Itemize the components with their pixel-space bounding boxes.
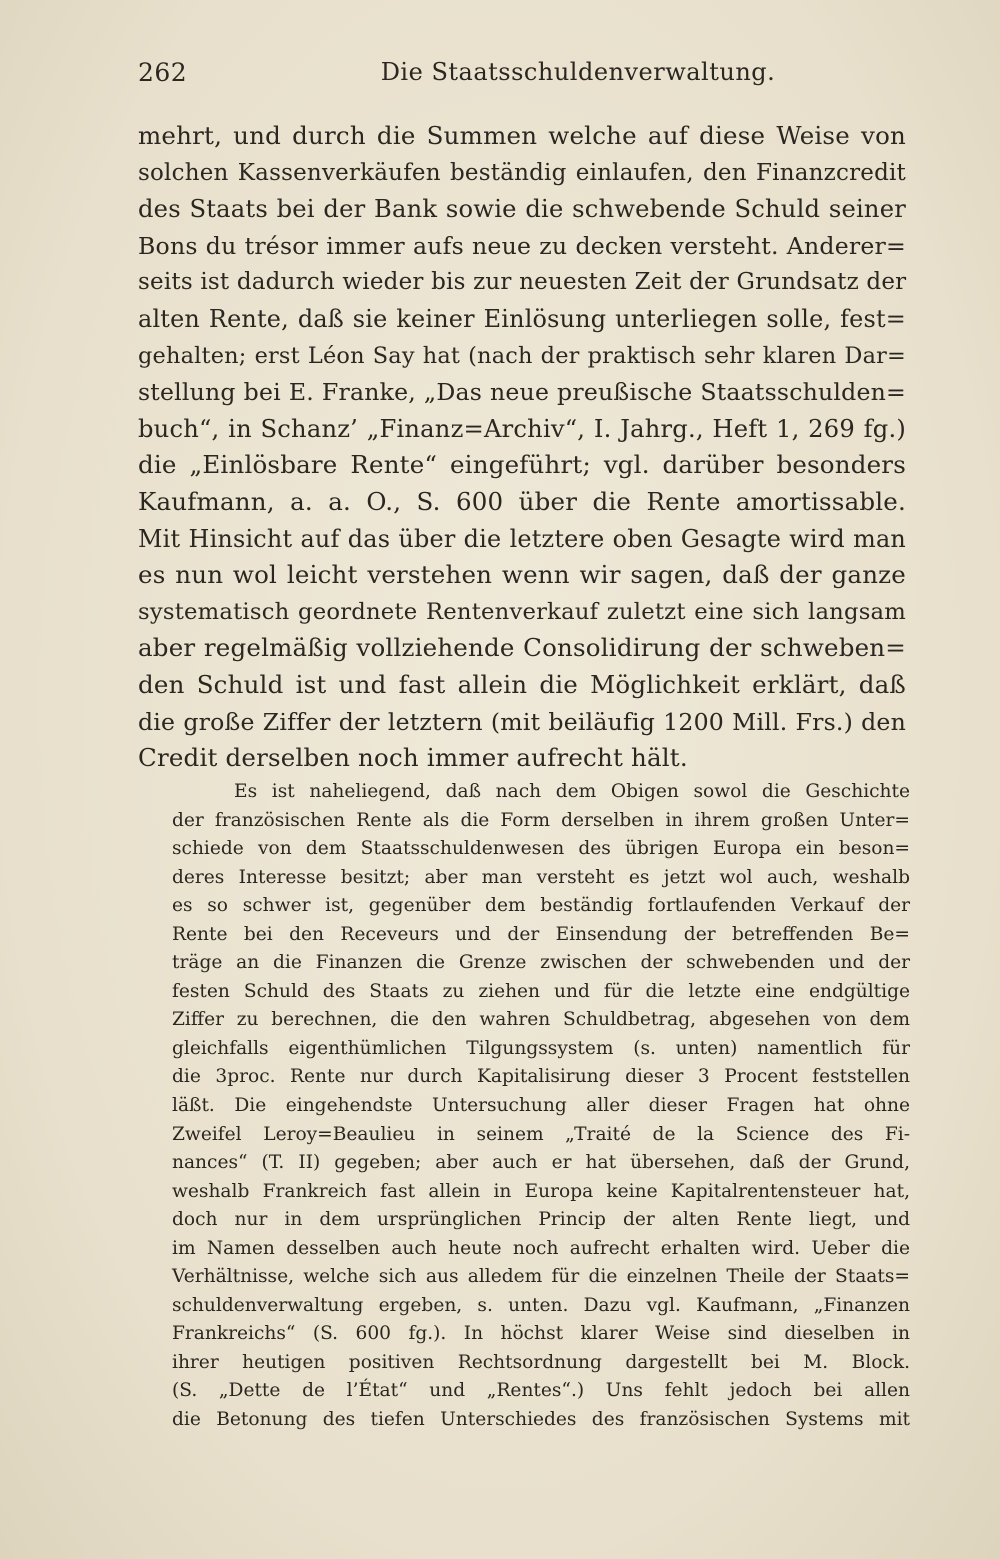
note-line: Frankreichs“ (S. 600 fg.). In höchst klarer Weise sind dieselben in [172,1323,910,1345]
note-line: (S. „Dette de l’État“ und „Rentes“.) Uns fehlt jedoch bei allen [172,1380,910,1402]
note-line: festen Schuld des Staats zu ziehen und für die letzte eine endgültige [172,980,910,1002]
text-line: seits ist dadurch wieder bis zur neuesten Zeit der Grundsatz der [138,269,907,296]
note-line: weshalb Frankreich fast allein in Europa keine Kapitalrentensteuer hat, [172,1180,910,1202]
note-line: schuldenverwaltung ergeben, s. unten. Dazu vgl. Kaufmann, „Finanzen [172,1294,910,1316]
text-line: die „Einlösbare Rente“ eingeführt; vgl. darüber besonders [138,450,906,480]
note-line: Rente bei den Receveurs und der Einsendung der betreffenden Be= [172,923,910,945]
text-line: aber regelmäßig vollziehende Consolidirung der schweben= [138,633,906,663]
text-line: die große Ziffer der letztern (mit beiläufig 1200 Mill. Frs.) den [138,707,906,736]
text-line: alten Rente, daß sie keiner Einlösung unterliegen solle, fest= [138,304,906,333]
text-line: systematisch geordnete Rentenverkauf zuletzt eine sich langsam [138,598,906,625]
note-line: Verhältnisse, welche sich aus alledem für die einzelnen Theile der Staats= [172,1266,910,1288]
note-line: Ziffer zu berechnen, die den wahren Schuldbetrag, abgesehen von dem [172,1009,910,1031]
text-line: den Schuld ist und fast allein die Möglichkeit erklärt, daß [138,669,906,699]
note-line: Es ist naheliegend, daß nach dem Obigen sowol die Geschichte [234,781,910,802]
text-line: stellung bei E. Franke, „Das neue preußische Staatsschulden= [138,378,906,407]
note-line: die 3proc. Rente nur durch Kapitalisirung dieser 3 Procent feststellen [172,1066,910,1088]
note-line: Zweifel Leroy=Beaulieu in seinem „Traité de la Science des Fi- [172,1123,910,1145]
note-line: nances“ (T. II) gegeben; aber auch er hat übersehen, daß der Grund, [172,1152,910,1174]
text-line: es nun wol leicht verstehen wenn wir sagen, daß der ganze [138,560,906,590]
note-line: gleichfalls eigenthümlichen Tilgungssystem (s. unten) namentlich für [172,1037,910,1059]
note-line: deres Interesse besitzt; aber man versteht es jetzt wol auch, weshalb [172,866,910,888]
note-line: läßt. Die eingehendste Untersuchung aller dieser Fragen hat ohne [172,1095,910,1117]
text-line: Mit Hinsicht auf das über die letztere oben Gesagte wird man [138,524,906,553]
note-line: die Betonung des tiefen Unterschiedes des französischen Systems mit [172,1409,910,1431]
note-line: es so schwer ist, gegenüber dem beständig fortlaufenden Verkauf der [172,895,910,917]
page-number: 262 [138,58,188,87]
note-line: doch nur in dem ursprünglichen Princip der alten Rente liegt, und [172,1209,910,1231]
note-text-block [172,778,910,1435]
text-line: des Staats bei der Bank sowie die schwebende Schuld seiner [138,195,906,224]
note-line: der französischen Rente als die Form derselben in ihrem großen Unter= [172,809,910,831]
note-line: im Namen desselben auch heute noch aufrecht erhalten wird. Ueber die [172,1237,910,1259]
text-line: buch“, in Schanz’ „Finanz=Archiv“, I. Jahrg., Heft 1, 269 fg.) [138,414,906,443]
note-line: ihrer heutigen positiven Rechtsordnung dargestellt bei M. Block. [172,1351,910,1373]
note-line: träge an die Finanzen die Grenze zwischen der schwebenden und der [172,952,910,974]
text-line: Bons du trésor immer aufs neue zu decken versteht. Anderer= [138,231,906,260]
text-line: Kaufmann, a. a. O., S. 600 über die Rente amortissable. [138,486,906,516]
note-line: schiede von dem Staatsschuldenwesen des übrigen Europa ein beson= [172,838,910,860]
text-line: mehrt, und durch die Summen welche auf diese Weise von [138,121,906,150]
text-line: solchen Kassenverkäufen beständig einlaufen, den Finanzcredit [138,159,906,186]
text-line: gehalten; erst Léon Say hat (nach der praktisch sehr klaren Dar= [138,342,906,369]
page-header [138,58,900,98]
running-head: Die Staatsschuldenverwaltung. [380,58,776,86]
text-line: Credit derselben noch immer aufrecht hält. [138,743,688,773]
main-text-block [138,118,906,777]
